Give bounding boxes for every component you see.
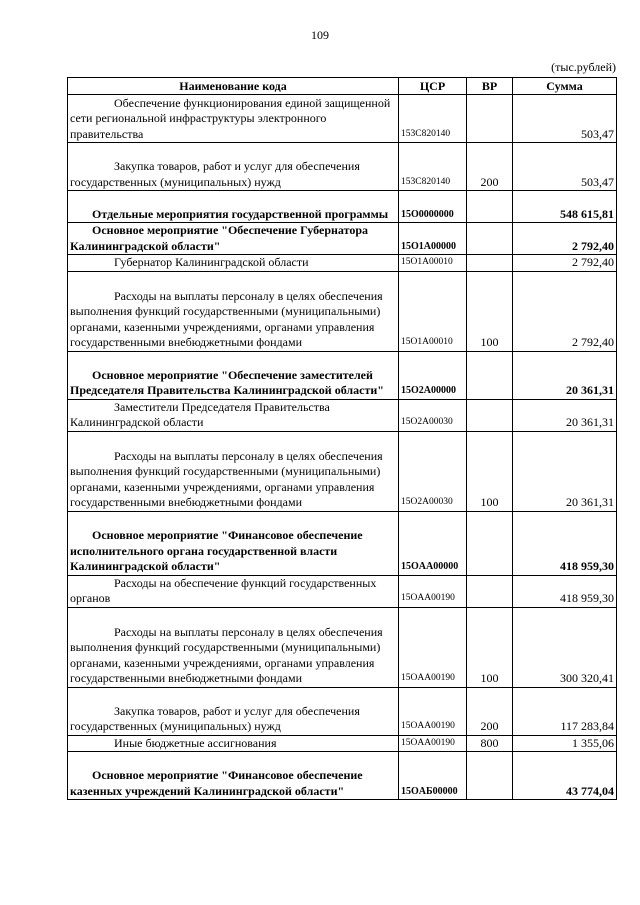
row-csr: 15OAБ00000: [399, 752, 467, 800]
row-name: Расходы на обеспечение функций государственных органов: [68, 575, 399, 607]
table-row: [68, 143, 617, 191]
row-name: Иные бюджетные ассигнования: [68, 735, 399, 752]
row-sum: 2 792,40: [513, 271, 617, 351]
column-header-name: Наименование кода: [68, 78, 399, 95]
table-row: [68, 191, 617, 223]
row-csr: 15O1A00010: [399, 255, 467, 272]
row-name: Расходы на выплаты персоналу в целях обеспечения выполнения функций государственными (муниципальными) органами, казенными учреждениями, органами управления государственными внебюджетными фондами: [68, 607, 399, 687]
row-name: Расходы на выплаты персоналу в целях обеспечения выполнения функций государственными (муниципальными) органами, казенными учреждениями, органами управления государственными внебюджетными фондами: [68, 431, 399, 511]
row-vr: 100: [467, 271, 513, 351]
row-sum: 2 792,40: [513, 255, 617, 272]
row-sum: 20 361,31: [513, 399, 617, 431]
row-sum: 20 361,31: [513, 431, 617, 511]
row-vr: [467, 95, 513, 143]
table-row: [68, 431, 617, 511]
row-vr: 200: [467, 143, 513, 191]
table-row: [68, 399, 617, 431]
row-name: Закупка товаров, работ и услуг для обеспечения государственных (муниципальных) нужд: [68, 687, 399, 735]
units-label: (тыс.рублей): [551, 60, 616, 74]
row-name: Основное мероприятие "Финансовое обеспечение исполнительного органа государственной власти Калининградской области": [68, 511, 399, 575]
row-csr: 15O2A00030: [399, 399, 467, 431]
row-name: Основное мероприятие "Обеспечение Губернатора Калининградской области": [68, 223, 399, 255]
row-vr: [467, 223, 513, 255]
row-name: Основное мероприятие "Обеспечение заместителей Председателя Правительства Калининградской области": [68, 351, 399, 399]
column-header-sum: Сумма: [513, 78, 617, 95]
row-csr: 15OAA00000: [399, 511, 467, 575]
row-name: Обеспечение функционирования единой защищенной сети региональной инфраструктуры электронного правительства: [68, 95, 399, 143]
row-sum: 503,47: [513, 143, 617, 191]
row-csr: 15O0000000: [399, 191, 467, 223]
table-row: [68, 735, 617, 752]
page-number: 109: [311, 28, 329, 42]
row-sum: 43 774,04: [513, 752, 617, 800]
row-name: Губернатор Калининградской области: [68, 255, 399, 272]
table-row: [68, 223, 617, 255]
row-name: Закупка товаров, работ и услуг для обеспечения государственных (муниципальных) нужд: [68, 143, 399, 191]
row-csr: 15OAA00190: [399, 735, 467, 752]
row-sum: 1 355,06: [513, 735, 617, 752]
row-vr: 100: [467, 607, 513, 687]
row-csr: 15O1A00010: [399, 271, 467, 351]
row-name: Расходы на выплаты персоналу в целях обеспечения выполнения функций государственными (муниципальными) органами, казенными учреждениями, органами управления государственными внебюджетными фондами: [68, 271, 399, 351]
row-vr: [467, 399, 513, 431]
row-vr: 200: [467, 687, 513, 735]
table-row: [68, 687, 617, 735]
row-vr: [467, 575, 513, 607]
table-row: [68, 575, 617, 607]
table-row: [68, 271, 617, 351]
row-csr: 15OAA00190: [399, 607, 467, 687]
row-sum: 20 361,31: [513, 351, 617, 399]
row-vr: [467, 191, 513, 223]
row-vr: [467, 752, 513, 800]
row-name: Заместители Председателя Правительства Калининградской области: [68, 399, 399, 431]
row-vr: 800: [467, 735, 513, 752]
table-row: [68, 511, 617, 575]
row-name: Отдельные мероприятия государственной программы: [68, 191, 399, 223]
table-row: [68, 607, 617, 687]
row-csr: 15OAA00190: [399, 575, 467, 607]
table-row: [68, 752, 617, 800]
table-row: [68, 255, 617, 272]
row-sum: 418 959,30: [513, 511, 617, 575]
budget-table: [67, 77, 617, 800]
column-header-csr: ЦСР: [399, 78, 467, 95]
row-csr: 15O1A00000: [399, 223, 467, 255]
table-row: [68, 351, 617, 399]
row-sum: 117 283,84: [513, 687, 617, 735]
row-vr: [467, 351, 513, 399]
row-sum: 300 320,41: [513, 607, 617, 687]
row-sum: 2 792,40: [513, 223, 617, 255]
row-csr: 15O2A00000: [399, 351, 467, 399]
row-vr: [467, 255, 513, 272]
row-vr: 100: [467, 431, 513, 511]
row-name: Основное мероприятие "Финансовое обеспечение казенных учреждений Калининградской области": [68, 752, 399, 800]
row-sum: 548 615,81: [513, 191, 617, 223]
row-sum: 503,47: [513, 95, 617, 143]
row-csr: 153C820140: [399, 95, 467, 143]
row-csr: 15OAA00190: [399, 687, 467, 735]
table-row: [68, 95, 617, 143]
row-csr: 153C820140: [399, 143, 467, 191]
table-header-row: [68, 78, 617, 95]
row-vr: [467, 511, 513, 575]
row-csr: 15O2A00030: [399, 431, 467, 511]
row-sum: 418 959,30: [513, 575, 617, 607]
column-header-vr: ВР: [467, 78, 513, 95]
